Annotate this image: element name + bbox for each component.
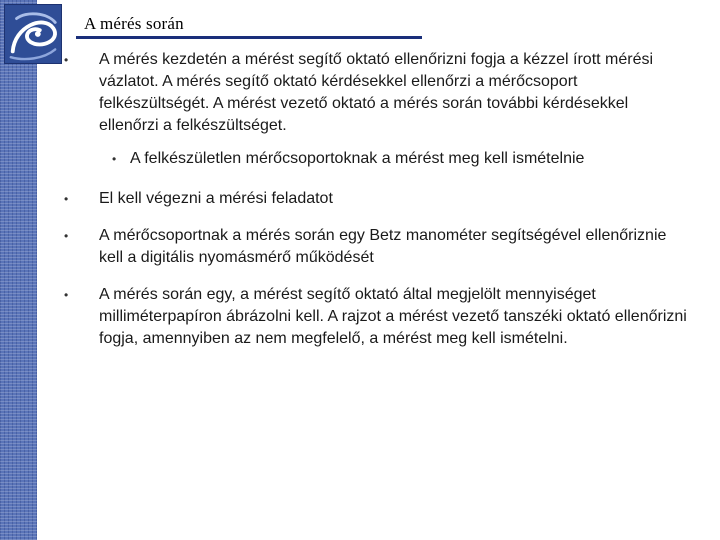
- list-item: [62, 49, 692, 137]
- list-item-text: El kell végezni a mérési feladatot: [99, 190, 333, 207]
- bullet: •: [64, 288, 69, 302]
- bullet: •: [64, 192, 69, 206]
- list-item-text: A mérés során egy, a mérést segítő oktató által megjelölt mennyiséget milliméterpapíron ábrázolni kell. A rajzot a mérést vezető tanszéki oktató ellenőrizni fogja, amennyiben az nem megfelelő, a mérést meg kell ismételni.: [99, 286, 687, 347]
- list-item-text: A mérőcsoportnak a mérés során egy Betz manométer segítségével ellenőriznie kell a digitális nyomásmérő működését: [99, 227, 667, 266]
- list-item: [62, 188, 692, 210]
- bullet: •: [112, 152, 117, 166]
- swirl-logo-icon: [4, 4, 62, 64]
- slide-title: A mérés során: [84, 14, 184, 33]
- list-item: [62, 225, 692, 269]
- sub-list-item: [62, 148, 692, 170]
- list-item: [62, 284, 692, 350]
- side-decoration-strip: [0, 0, 37, 540]
- title-underline: [76, 36, 422, 39]
- bullet: •: [64, 229, 69, 243]
- bullet: •: [64, 53, 69, 67]
- list-item-text: A mérés kezdetén a mérést segítő oktató ellenőrizni fogja a kézzel írott mérési vázlatot. A mérés segítő oktató kérdésekkel ellenőrzi a mérőcsoport felkészültségét. A mérést vezető oktató a mérés során további kérdésekkel ellenőrzi a felkészültséget.: [99, 51, 654, 134]
- slide-content: [62, 49, 692, 365]
- sub-list-item-text: A felkészületlen mérőcsoportoknak a mérést meg kell ismételnie: [130, 150, 585, 167]
